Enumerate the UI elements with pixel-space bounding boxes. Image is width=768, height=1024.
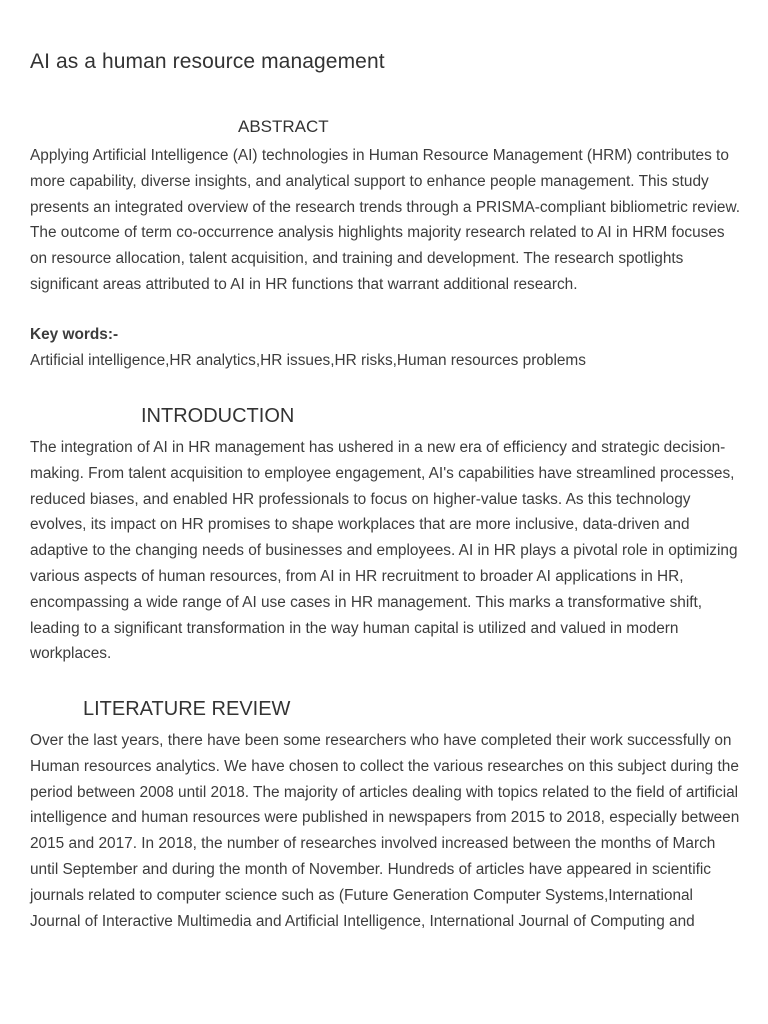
abstract-heading: ABSTRACT <box>238 117 329 136</box>
keywords-label: Key words:- <box>30 326 119 343</box>
document-title: AI as a human resource management <box>30 50 385 73</box>
introduction-heading: INTRODUCTION <box>141 405 295 427</box>
literature-review-body: Over the last years, there have been some researchers who have completed their work successfully on Human resources analytics. We have chosen to collect the various researches on this subject during the period between 2008 until 2018. The majority of articles dealing with topics related to the field of artificial intelligence and human resources were published in newspapers from 2015 to 2018, especially between 2015 and 2017. In 2018, the number of researches involved increased between the months of March until September and during the month of November. Hundreds of articles have appeared in scientific journals related to computer science such as (Future Generation Computer Systems,International Journal of Interactive Multimedia and Artificial Intelligence, International Journal of Computing and <box>30 732 740 930</box>
introduction-body: The integration of AI in HR management has ushered in a new era of efficiency and strategic decision-making. From talent acquisition to employee engagement, AI's capabilities have streamlined processes, reduced biases, and enabled HR professionals to focus on higher-value tasks. As this technology evolves, its impact on HR promises to shape workplaces that are more inclusive, data-driven and adaptive to the changing needs of businesses and employees. AI in HR plays a pivotal role in optimizing various aspects of human resources, from AI in HR recruitment to broader AI applications in HR, encompassing a wide range of AI use cases in HR management. This marks a transformative shift, leading to a significant transformation in the way human capital is utilized and valued in modern workplaces. <box>30 439 738 663</box>
abstract-body: Applying Artificial Intelligence (AI) technologies in Human Resource Management (HRM) contributes to more capability, diverse insights, and analytical support to enhance people management. This study presents an integrated overview of the research trends through a PRISMA-compliant bibliometric review. The outcome of term co-occurrence analysis highlights majority research related to AI in HRM focuses on resource allocation, talent acquisition, and training and development. The research spotlights significant areas attributed to AI in HR functions that warrant additional research. <box>30 147 741 293</box>
literature-review-heading: LITERATURE REVIEW <box>83 698 291 720</box>
keywords-list: Artificial intelligence,HR analytics,HR issues,HR risks,Human resources problems <box>30 352 586 369</box>
